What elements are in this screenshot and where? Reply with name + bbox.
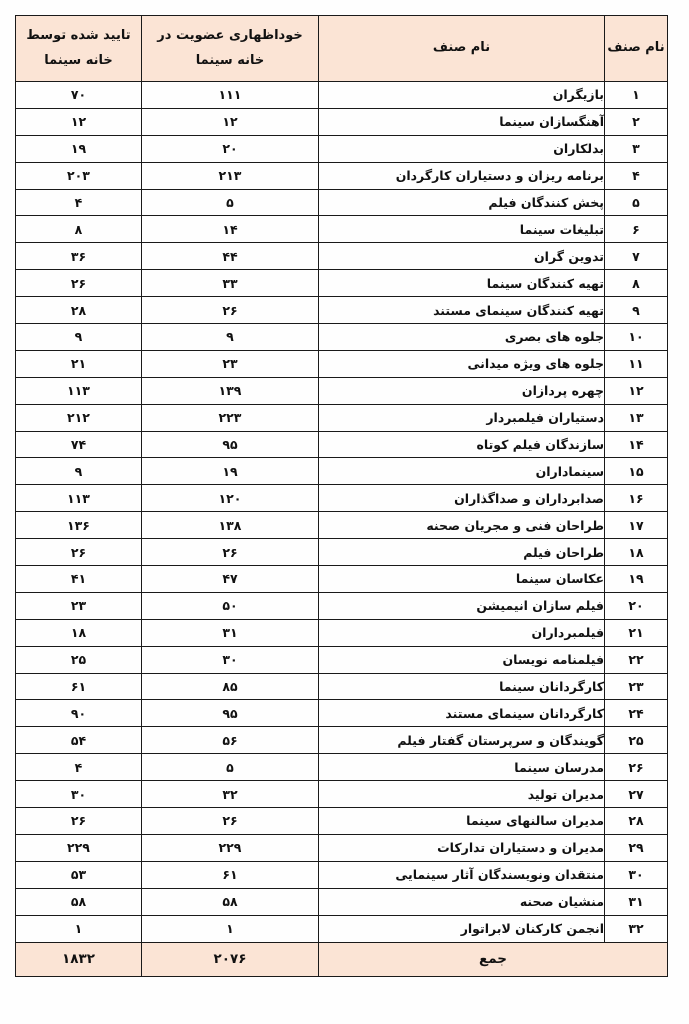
row-index: ۱۱	[605, 350, 668, 377]
row-approved: ۲۳	[16, 592, 142, 619]
row-guild-name: کارگردانان سینمای مستند	[319, 700, 605, 727]
table-row	[16, 888, 668, 915]
table-body	[16, 82, 668, 943]
row-declared: ۲۶	[142, 539, 319, 566]
row-declared: ۲۱۳	[142, 162, 319, 189]
row-guild-name: بدلکاران	[319, 135, 605, 162]
table-row	[16, 727, 668, 754]
row-approved: ۲۰۳	[16, 162, 142, 189]
row-approved: ۱۲	[16, 108, 142, 135]
row-index: ۲۸	[605, 808, 668, 835]
total-row	[16, 942, 668, 976]
row-declared: ۱۲	[142, 108, 319, 135]
table-row	[16, 404, 668, 431]
row-index: ۱۰	[605, 324, 668, 351]
row-approved: ۶۱	[16, 673, 142, 700]
table-row	[16, 619, 668, 646]
row-guild-name: آهنگسازان سینما	[319, 108, 605, 135]
row-approved: ۵۴	[16, 727, 142, 754]
table-header-row	[16, 16, 668, 82]
row-guild-name: فیلم سازان انیمیشن	[319, 592, 605, 619]
table-row	[16, 566, 668, 593]
table-row	[16, 646, 668, 673]
row-guild-name: جلوه های بصری	[319, 324, 605, 351]
row-guild-name: صدابرداران و صداگذاران	[319, 485, 605, 512]
row-guild-name: کارگردانان سینما	[319, 673, 605, 700]
row-guild-name: تبلیغات سینما	[319, 216, 605, 243]
row-index: ۱۲	[605, 377, 668, 404]
table-row	[16, 539, 668, 566]
row-approved: ۱۹	[16, 135, 142, 162]
row-guild-name: تدوین گران	[319, 243, 605, 270]
table-row	[16, 458, 668, 485]
row-guild-name: فیلمبرداران	[319, 619, 605, 646]
row-guild-name: سازندگان فیلم کوتاه	[319, 431, 605, 458]
row-declared: ۵۰	[142, 592, 319, 619]
row-approved: ۹	[16, 324, 142, 351]
table-row	[16, 162, 668, 189]
row-index: ۱	[605, 82, 668, 109]
table-row	[16, 485, 668, 512]
row-approved: ۱۳۶	[16, 512, 142, 539]
row-declared: ۲۲۹	[142, 834, 319, 861]
row-approved: ۹	[16, 458, 142, 485]
row-approved: ۲۲۹	[16, 834, 142, 861]
row-declared: ۹۵	[142, 700, 319, 727]
row-index: ۱۵	[605, 458, 668, 485]
row-index: ۱۸	[605, 539, 668, 566]
row-index: ۱۷	[605, 512, 668, 539]
row-approved: ۱۱۳	[16, 377, 142, 404]
row-declared: ۲۲۳	[142, 404, 319, 431]
header-index: نام صنف	[605, 16, 668, 82]
row-guild-name: فیلمنامه نویسان	[319, 646, 605, 673]
row-guild-name: مدیران تولید	[319, 781, 605, 808]
table-row	[16, 512, 668, 539]
row-index: ۳۲	[605, 915, 668, 942]
row-approved: ۲۱۲	[16, 404, 142, 431]
row-index: ۷	[605, 243, 668, 270]
table-row	[16, 189, 668, 216]
row-declared: ۵	[142, 754, 319, 781]
table-row	[16, 377, 668, 404]
table-row	[16, 754, 668, 781]
table-row	[16, 700, 668, 727]
row-declared: ۶۱	[142, 861, 319, 888]
row-guild-name: پخش کنندگان فیلم	[319, 189, 605, 216]
row-declared: ۴۴	[142, 243, 319, 270]
row-approved: ۳۰	[16, 781, 142, 808]
row-approved: ۱	[16, 915, 142, 942]
row-index: ۲۳	[605, 673, 668, 700]
table-row	[16, 82, 668, 109]
row-guild-name: جلوه های ویژه میدانی	[319, 350, 605, 377]
row-declared: ۱۲۰	[142, 485, 319, 512]
row-guild-name: سینماداران	[319, 458, 605, 485]
row-guild-name: دستیاران فیلمبردار	[319, 404, 605, 431]
row-guild-name: برنامه ریزان و دستیاران کارگردان	[319, 162, 605, 189]
guild-membership-table	[15, 15, 668, 977]
table-row	[16, 861, 668, 888]
row-index: ۱۹	[605, 566, 668, 593]
row-index: ۲۴	[605, 700, 668, 727]
row-index: ۳۰	[605, 861, 668, 888]
row-approved: ۲۶	[16, 270, 142, 297]
row-declared: ۲۳	[142, 350, 319, 377]
row-approved: ۱۸	[16, 619, 142, 646]
row-index: ۳۱	[605, 888, 668, 915]
row-index: ۲۰	[605, 592, 668, 619]
row-approved: ۸	[16, 216, 142, 243]
row-declared: ۳۱	[142, 619, 319, 646]
header-declared: خوداظهاری عضویت در خانه سینما	[142, 16, 319, 82]
row-index: ۲۱	[605, 619, 668, 646]
row-guild-name: انجمن کارکنان لابراتوار	[319, 915, 605, 942]
row-approved: ۱۱۳	[16, 485, 142, 512]
row-declared: ۱۱۱	[142, 82, 319, 109]
row-approved: ۵۳	[16, 861, 142, 888]
row-declared: ۳۳	[142, 270, 319, 297]
total-declared: ۲۰۷۶	[142, 942, 319, 976]
row-approved: ۲۱	[16, 350, 142, 377]
row-approved: ۷۴	[16, 431, 142, 458]
row-index: ۲	[605, 108, 668, 135]
row-index: ۱۴	[605, 431, 668, 458]
row-index: ۶	[605, 216, 668, 243]
table-row	[16, 324, 668, 351]
row-guild-name: مدیران سالنهای سینما	[319, 808, 605, 835]
row-guild-name: مدرسان سینما	[319, 754, 605, 781]
row-declared: ۱۴	[142, 216, 319, 243]
row-declared: ۵	[142, 189, 319, 216]
row-index: ۹	[605, 297, 668, 324]
row-declared: ۲۶	[142, 297, 319, 324]
row-declared: ۳۲	[142, 781, 319, 808]
row-guild-name: گویندگان و سرپرستان گفتار فیلم	[319, 727, 605, 754]
table-row	[16, 270, 668, 297]
row-declared: ۱	[142, 915, 319, 942]
row-guild-name: مدیران و دستیاران تدارکات	[319, 834, 605, 861]
row-index: ۵	[605, 189, 668, 216]
row-declared: ۱۹	[142, 458, 319, 485]
total-label: جمع	[319, 942, 668, 976]
row-declared: ۹	[142, 324, 319, 351]
table-row	[16, 243, 668, 270]
row-approved: ۲۶	[16, 808, 142, 835]
row-guild-name: چهره پردازان	[319, 377, 605, 404]
table-row	[16, 834, 668, 861]
row-guild-name: تهیه کنندگان سینما	[319, 270, 605, 297]
table-row	[16, 431, 668, 458]
row-guild-name: تهیه کنندگان سینمای مستند	[319, 297, 605, 324]
table-row	[16, 135, 668, 162]
table-row	[16, 808, 668, 835]
row-declared: ۲۰	[142, 135, 319, 162]
row-declared: ۳۰	[142, 646, 319, 673]
row-approved: ۵۸	[16, 888, 142, 915]
table-row	[16, 350, 668, 377]
row-declared: ۵۸	[142, 888, 319, 915]
table-row	[16, 781, 668, 808]
row-approved: ۴	[16, 754, 142, 781]
total-approved: ۱۸۳۲	[16, 942, 142, 976]
row-approved: ۲۸	[16, 297, 142, 324]
row-index: ۱۳	[605, 404, 668, 431]
row-index: ۴	[605, 162, 668, 189]
row-declared: ۱۳۸	[142, 512, 319, 539]
header-approved: تایید شده توسط خانه سینما	[16, 16, 142, 82]
header-guild-name: نام صنف	[319, 16, 605, 82]
table-row	[16, 915, 668, 942]
row-guild-name: عکاسان سینما	[319, 566, 605, 593]
row-index: ۸	[605, 270, 668, 297]
table-row	[16, 297, 668, 324]
row-declared: ۱۳۹	[142, 377, 319, 404]
row-guild-name: منشیان صحنه	[319, 888, 605, 915]
row-approved: ۹۰	[16, 700, 142, 727]
row-declared: ۸۵	[142, 673, 319, 700]
row-index: ۲۹	[605, 834, 668, 861]
row-approved: ۲۶	[16, 539, 142, 566]
row-index: ۲۶	[605, 754, 668, 781]
row-guild-name: منتقدان ونویسندگان آثار سینمایی	[319, 861, 605, 888]
table-row	[16, 108, 668, 135]
row-index: ۲۵	[605, 727, 668, 754]
row-approved: ۲۵	[16, 646, 142, 673]
row-guild-name: طراحان فنی و مجریان صحنه	[319, 512, 605, 539]
row-index: ۱۶	[605, 485, 668, 512]
row-guild-name: طراحان فیلم	[319, 539, 605, 566]
row-approved: ۷۰	[16, 82, 142, 109]
table-row	[16, 216, 668, 243]
row-index: ۲۲	[605, 646, 668, 673]
row-declared: ۴۷	[142, 566, 319, 593]
table-row	[16, 592, 668, 619]
row-index: ۳	[605, 135, 668, 162]
row-guild-name: بازیگران	[319, 82, 605, 109]
row-approved: ۴۱	[16, 566, 142, 593]
table-row	[16, 673, 668, 700]
row-declared: ۲۶	[142, 808, 319, 835]
row-approved: ۳۶	[16, 243, 142, 270]
row-declared: ۹۵	[142, 431, 319, 458]
row-approved: ۴	[16, 189, 142, 216]
row-declared: ۵۶	[142, 727, 319, 754]
row-index: ۲۷	[605, 781, 668, 808]
